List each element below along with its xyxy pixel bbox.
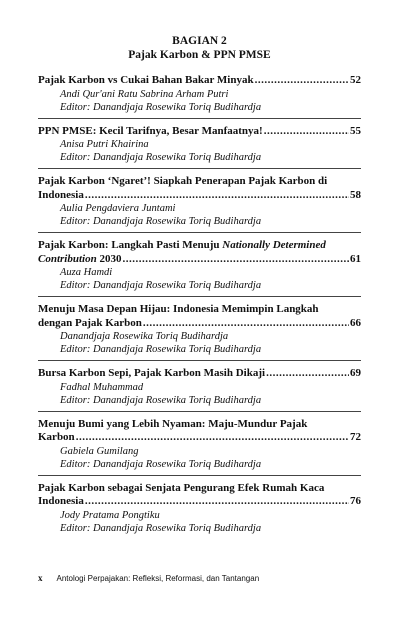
- entry-page-number: 69: [350, 367, 361, 379]
- entry-title-lead: Menuju Bumi yang Lebih Nyaman: Maju-Mundur Pajak: [38, 417, 308, 430]
- entry-page-number: 61: [350, 252, 361, 265]
- entry-title-line: Karbon: [38, 431, 75, 443]
- footer-book-title: Antologi Perpajakan: Refleksi, Reformasi, dan Tantangan: [56, 573, 260, 583]
- entry-page-number: 58: [350, 188, 361, 201]
- entry-title: [38, 239, 361, 266]
- entry-author: Danandjaja Rosewika Toriq Budihardja: [60, 331, 229, 342]
- dot-leader: [76, 431, 349, 445]
- entry-page-number: 55: [350, 124, 361, 137]
- entry-author: Gabiela Gumilang: [60, 445, 139, 457]
- entry-title-line: Indonesia: [38, 188, 84, 201]
- dot-leader: [264, 125, 349, 139]
- entry-page-number: 52: [350, 74, 361, 86]
- entry-title-line: Contribution 2030: [38, 252, 122, 265]
- dot-leader: [85, 495, 349, 509]
- entry-title-line: Pajak Karbon vs Cukai Bahan Bakar Minyak: [38, 74, 254, 86]
- table-of-contents: [38, 72, 361, 539]
- entry-author: Anisa Putri Khairina: [60, 139, 149, 150]
- entry-author: Auza Hamdi: [60, 267, 113, 278]
- toc-entry[interactable]: [38, 296, 361, 360]
- toc-entry[interactable]: [38, 411, 361, 475]
- dot-leader: [255, 74, 349, 88]
- entry-editor: Editor: Danandjaja Rosewika Toriq Budihardja: [60, 522, 262, 534]
- entry-title-lead: Pajak Karbon: Langkah Pasti Menuju Nationally Determined: [38, 239, 326, 251]
- entry-title-lead: Menuju Masa Depan Hijau: Indonesia Memimpin Langkah: [38, 303, 319, 315]
- section-subtitle: Pajak Karbon & PPN PMSE: [128, 49, 271, 61]
- footer-page-number: x: [38, 573, 43, 583]
- entry-author: Fadhal Muhammad: [60, 381, 144, 393]
- entry-author: Jody Pratama Pongtiku: [60, 509, 160, 521]
- section-label: BAGIAN 2: [172, 35, 227, 47]
- toc-entry[interactable]: [38, 118, 361, 169]
- toc-entry[interactable]: [38, 475, 361, 539]
- page-footer: [38, 573, 259, 583]
- entry-title-line: PPN PMSE: Kecil Tarifnya, Besar Manfaatnya!: [38, 124, 263, 137]
- entry-title: [38, 74, 361, 88]
- entry-editor: Editor: Danandjaja Rosewika Toriq Budihardja: [60, 216, 262, 227]
- toc-entry[interactable]: [38, 232, 361, 296]
- dot-leader: [85, 189, 349, 203]
- toc-entry[interactable]: [38, 72, 361, 118]
- entry-title: [38, 482, 361, 509]
- dot-leader: [266, 367, 349, 381]
- entry-author: Andi Qur'ani Ratu Sabrina Arham Putri: [60, 88, 229, 100]
- entry-title: [38, 367, 361, 381]
- entry-title-lead: Pajak Karbon ‘Ngaret’! Siapkah Penerapan Pajak Karbon di: [38, 175, 328, 187]
- entry-editor: Editor: Danandjaja Rosewika Toriq Budihardja: [60, 458, 262, 470]
- entry-editor: Editor: Danandjaja Rosewika Toriq Budihardja: [60, 280, 262, 291]
- entry-title-line: dengan Pajak Karbon: [38, 316, 142, 329]
- entry-title: [38, 125, 361, 139]
- entry-title: [38, 303, 361, 330]
- entry-page-number: 76: [350, 495, 361, 507]
- entry-editor: Editor: Danandjaja Rosewika Toriq Budihardja: [60, 394, 262, 406]
- entry-title: [38, 418, 361, 445]
- entry-title: [38, 175, 361, 202]
- entry-editor: Editor: Danandjaja Rosewika Toriq Budihardja: [60, 152, 262, 163]
- toc-entry[interactable]: [38, 360, 361, 411]
- entry-page-number: 72: [350, 431, 361, 443]
- entry-title-line: Bursa Karbon Sepi, Pajak Karbon Masih Dikaji: [38, 367, 266, 379]
- toc-entry[interactable]: [38, 168, 361, 232]
- section-header: [38, 34, 361, 62]
- toc-page: [38, 34, 361, 539]
- entry-editor: Editor: Danandjaja Rosewika Toriq Budihardja: [60, 101, 262, 113]
- dot-leader: [122, 253, 349, 267]
- dot-leader: [143, 317, 349, 331]
- entry-title-line: Indonesia: [38, 495, 84, 507]
- entry-page-number: 66: [350, 316, 361, 329]
- entry-author: Aulia Pengdaviera Juntami: [60, 203, 176, 214]
- entry-editor: Editor: Danandjaja Rosewika Toriq Budihardja: [60, 344, 262, 355]
- entry-title-lead: Pajak Karbon sebagai Senjata Pengurang Efek Rumah Kaca: [38, 481, 325, 494]
